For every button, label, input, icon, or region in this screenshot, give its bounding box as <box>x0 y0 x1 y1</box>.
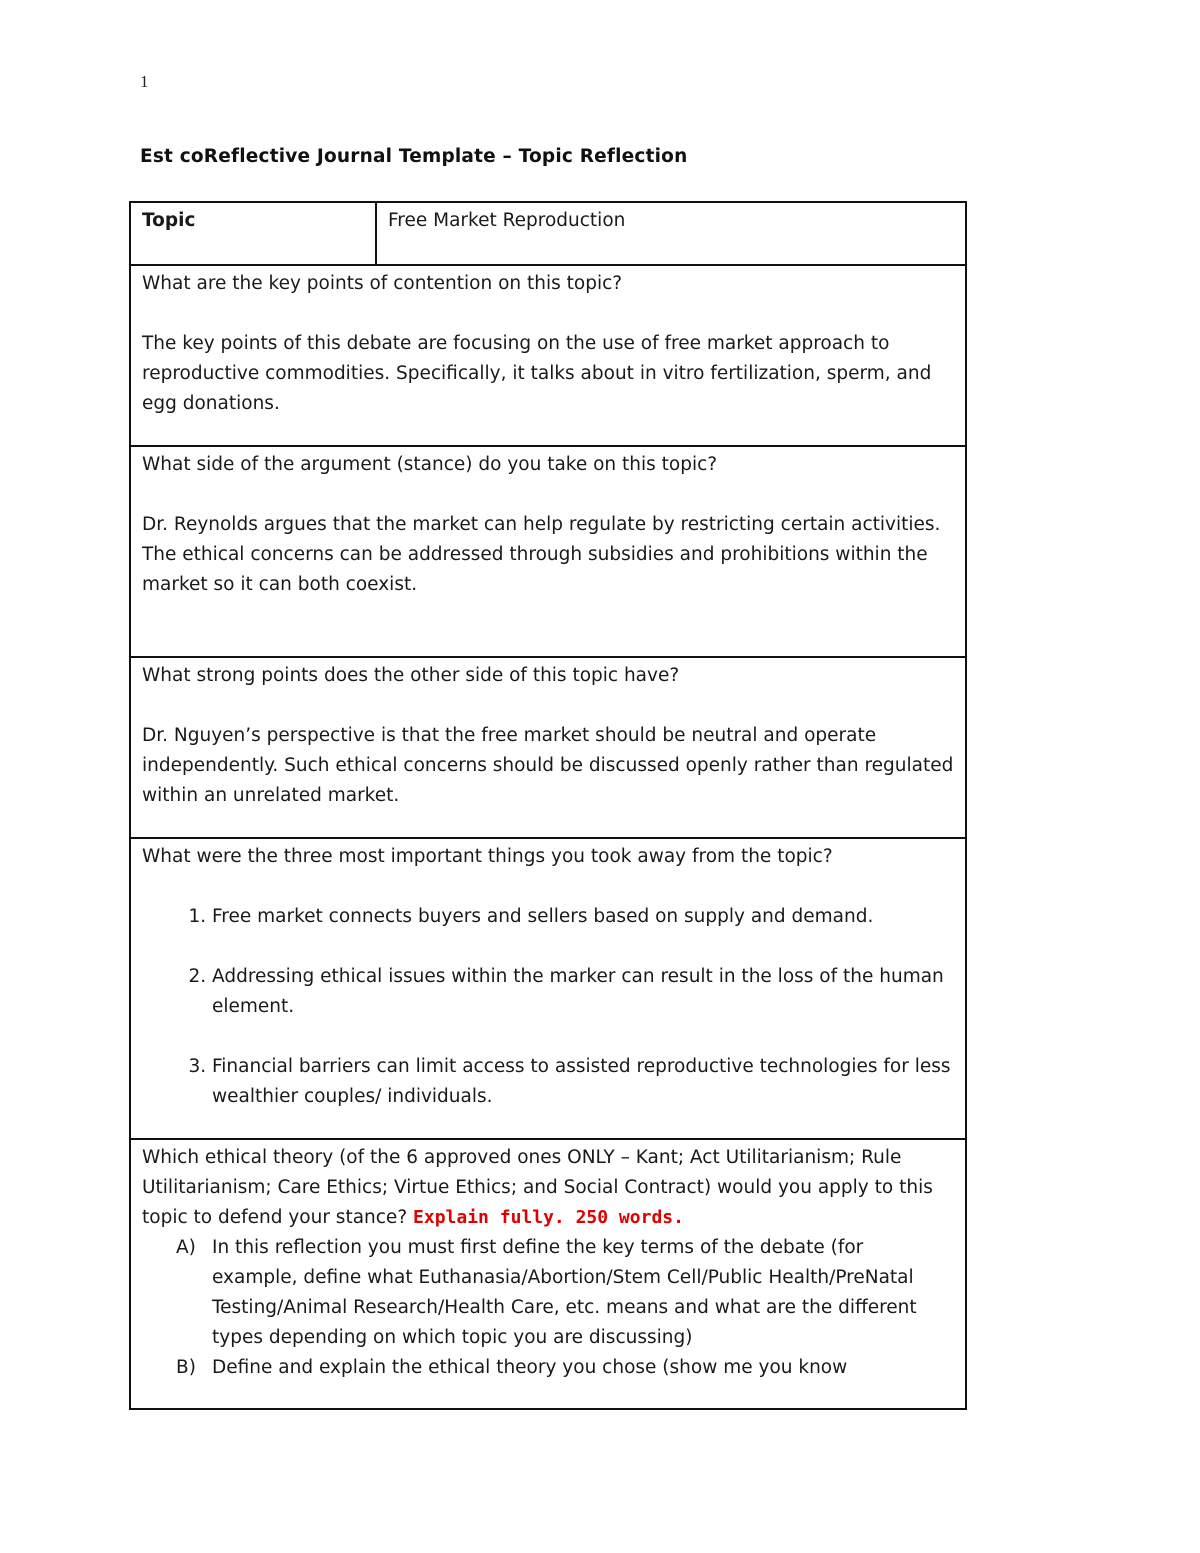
reflection-table <box>129 201 967 1410</box>
page-number: 1 <box>140 72 149 91</box>
other-side-answer: Dr. Nguyen’s perspective is that the free market should be neutral and operate independently. Such ethical concerns should be discussed openly rather than regulated within an unrelated market. <box>142 725 954 806</box>
topic-row <box>131 203 965 264</box>
instruction-item <box>142 1353 954 1383</box>
topic-value: Free Market Reproduction <box>388 210 626 231</box>
other-side-question: What strong points does the other side of this topic have? <box>142 665 680 686</box>
document-title: Est coReflective Journal Template – Topic Reflection <box>140 146 688 167</box>
takeaway-item: 3. Financial barriers can limit access to assisted reproductive technologies for less wealthier couples/ individuals. <box>212 1052 954 1112</box>
ethical-theory-question <box>142 1143 954 1233</box>
instruction-item <box>142 1233 954 1353</box>
ethical-theory-section <box>131 1138 965 1408</box>
topic-label: Topic <box>131 203 377 264</box>
takeaways-list <box>142 902 954 1112</box>
stance-question: What side of the argument (stance) do you take on this topic? <box>142 454 718 475</box>
ethical-theory-question-text: Which ethical theory (of the 6 approved ones ONLY – Kant; Act Utilitarianism; Rule Utilitarianism; Care Ethics; Virtue Ethics; and Social Contract) would you apply to this topic to defend your stance? <box>142 1147 933 1228</box>
takeaway-item: 1. Free market connects buyers and sellers based on supply and demand. <box>212 902 954 932</box>
other-side-section <box>131 656 965 837</box>
instruction-text: Define and explain the ethical theory you chose (show me you know <box>212 1357 848 1378</box>
stance-section <box>131 445 965 656</box>
word-count-instruction: Explain fully. 250 words. <box>413 1207 684 1228</box>
contention-answer: The key points of this debate are focusing on the use of free market approach to reproductive commodities. Specifically, it talks about in vitro fertilization, sperm, and egg donations. <box>142 333 932 414</box>
contention-section <box>131 264 965 445</box>
instruction-list <box>142 1233 954 1383</box>
instruction-marker: B) <box>176 1357 196 1378</box>
takeaways-question: What were the three most important things you took away from the topic? <box>142 846 833 867</box>
instruction-marker: A) <box>176 1237 196 1258</box>
takeaways-section <box>131 837 965 1138</box>
takeaway-item: 2. Addressing ethical issues within the marker can result in the loss of the human element. <box>212 962 954 1022</box>
stance-answer: Dr. Reynolds argues that the market can help regulate by restricting certain activities. The ethical concerns can be addressed through subsidies and prohibitions within the market so it can both coexist. <box>142 514 941 595</box>
contention-question: What are the key points of contention on this topic? <box>142 273 623 294</box>
instruction-text: In this reflection you must first define the key terms of the debate (for example, define what Euthanasia/Abortion/Stem Cell/Public Health/PreNatal Testing/Animal Research/Health Care, etc. means and what are the different types depending on which topic you are discussing) <box>212 1237 917 1348</box>
